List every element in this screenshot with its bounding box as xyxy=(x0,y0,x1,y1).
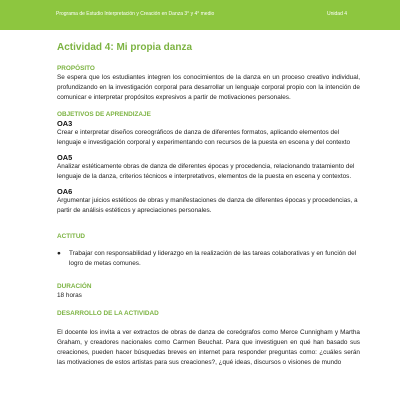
bullet-icon: ● xyxy=(57,250,61,257)
objective-code: OA5 xyxy=(57,153,73,162)
objective-code: OA6 xyxy=(57,187,73,196)
attitude-heading: ACTITUD xyxy=(57,233,86,240)
header-bar xyxy=(0,0,400,30)
program-title: Programa de Estudio Interpretación y Creación en Danza 3° y 4° medio xyxy=(56,11,215,17)
objective-text: Analizar estéticamente obras de danza de diferentes épocas y procedencia, relacionando tratamiento del lenguaje de la danza, criterios técnicos e interpretativos, elementos de la puesta en escena y contextos. xyxy=(57,163,355,180)
objective-text: Argumentar juicios estéticos de obras y manifestaciones de danza de diferentes épocas y procedencias, a partir de análisis estéticos y apreciaciones personales. xyxy=(57,197,358,214)
objective-item xyxy=(57,187,360,216)
attitude-text: Trabajar con responsabilidad y liderazgo en la realización de las tareas colaborativas y en función del logro de metas comunes. xyxy=(69,250,357,267)
development-heading: DESARROLLO DE LA ACTIVIDAD xyxy=(57,310,159,317)
duration-heading: DURACIÓN xyxy=(57,283,92,290)
attitude-bullet xyxy=(57,249,360,269)
objective-text: Crear e interpretar diseños coreográficos de danza de diferentes formatos, aplicando elementos del lenguaje e investigación corporal y experimentando con recursos de la puesta en escena y del contexto xyxy=(57,129,351,146)
purpose-text: Se espera que los estudiantes integren los conocimientos de la danza en un proceso creativo individual, profundizando en la investigación corporal para desarrollar un lenguaje corporal propio con la intención de comunicar e interpretar propósitos expresivos a partir de motivaciones personales. xyxy=(57,74,360,101)
objective-code: OA3 xyxy=(57,119,73,128)
duration-text: 18 horas xyxy=(57,292,82,299)
development-text: El docente los invita a ver extractos de obras de danza de coreógrafos como Merce Cunnigham y Martha Graham, y creadores nacionales como Carmen Beuchat. Para que investiguen en qué han basado sus creaciones, pueden hacer búsquedas breves en internet para responder preguntas como: ¿cuáles serán las motivaciones de estos artistas para sus creaciones?, ¿qué ideas, discursos o visiones de mundo xyxy=(57,329,360,366)
content-area xyxy=(57,42,360,368)
objectives-heading: OBJETIVOS DE APRENDIZAJE xyxy=(57,111,151,118)
activity-title: Actividad 4: Mi propia danza xyxy=(57,42,193,53)
objective-item xyxy=(57,153,360,182)
unit-label: Unidad 4 xyxy=(327,11,348,17)
objective-item xyxy=(57,119,360,148)
purpose-heading: PROPÓSITO xyxy=(57,65,95,72)
